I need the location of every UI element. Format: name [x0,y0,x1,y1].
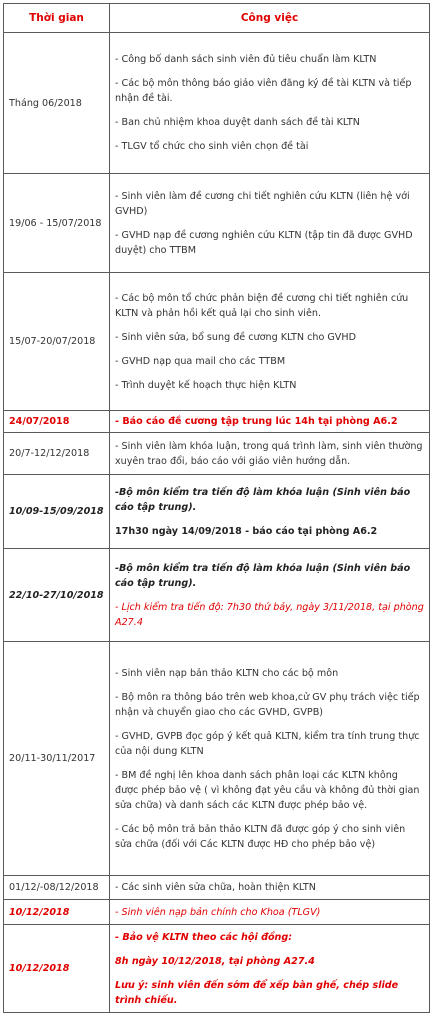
work-item: - Các bộ môn trả bản thảo KLTN đã được góp ý cho sinh viên sửa chữa (đối với Các KLTN được HĐ cho phép bảo vệ) [115,823,406,850]
work-item: - TLGV tổ chức cho sinh viên chọn đề tài [115,141,309,152]
table-row [4,549,430,642]
row-work [110,433,430,475]
row-work [110,900,430,925]
row-time: 22/10-27/10/2018 [4,549,110,642]
work-item: - Báo cáo đề cương tập trung lúc 14h tại phòng A6.2 [115,416,398,427]
row-work [110,475,430,549]
work-item: - Sinh viên sửa, bổ sung đề cương KLTN cho GVHD [115,331,356,343]
header-row [4,4,430,33]
table-row [4,273,430,411]
row-time: 19/06 - 15/07/2018 [4,174,110,273]
table-row [4,174,430,273]
row-time: 10/12/2018 [4,925,110,1013]
table-row [4,411,430,433]
row-work [110,925,430,1013]
row-work [110,642,430,876]
table-row [4,433,430,475]
work-item: - Sinh viên nạp bản chính cho Khoa (TLGV) [115,906,321,918]
work-item: Lưu ý: sinh viên đến sớm để xếp bàn ghế, chép slide trình chiếu. [115,979,399,1006]
table-row [4,876,430,900]
row-time: 10/12/2018 [4,900,110,925]
work-item: - Công bố danh sách sinh viên đủ tiêu chuẩn làm KLTN [115,54,377,65]
row-time: 10/09-15/09/2018 [4,475,110,549]
row-time: Tháng 06/2018 [4,33,110,174]
work-item: - Các sinh viên sửa chữa, hoàn thiện KLTN [115,882,316,893]
work-item: -Bộ môn kiểm tra tiến độ làm khóa luận (Sinh viên báo cáo tập trung). [115,486,411,513]
table-row [4,33,430,174]
table-row [4,475,430,549]
work-item: - GVHD nạp qua mail cho các TTBM [115,355,286,367]
row-work [110,174,430,273]
work-item: - Ban chủ nhiệm khoa duyệt danh sách đề tài KLTN [115,117,360,128]
work-item: - BM đề nghị lên khoa danh sách phân loại các KLTN không được phép bảo vệ ( vì không đạt yêu cầu và không đủ thời gian sửa chữa) và danh sách các KLTN được phép bảo vệ. [115,769,420,811]
work-item: - Trình duyệt kế hoạch thực hiện KLTN [115,379,297,391]
table-row [4,900,430,925]
table-row [4,925,430,1013]
work-item: 17h30 ngày 14/09/2018 - báo cáo tại phòng A6.2 [115,525,378,537]
row-work [110,273,430,411]
row-work [110,411,430,433]
work-item: - Sinh viên nạp bản thảo KLTN cho các bộ môn [115,667,339,679]
work-item: - GVHD nạp đề cương nghiên cứu KLTN (tập tin đã được GVHD duyệt) cho TTBM [115,229,413,256]
table-row [4,642,430,876]
row-work [110,549,430,642]
work-item: - Sinh viên làm khóa luận, trong quá trình làm, sinh viên thường xuyên trao đổi, báo cáo với giáo viên hướng dẫn. [115,440,423,467]
work-item: - Lịch kiểm tra tiến độ: 7h30 thứ bảy, ngày 3/11/2018, tại phòng A27.4 [115,601,424,628]
schedule-table [3,3,430,1013]
work-item: - Các bộ môn thông báo giáo viên đăng ký đề tài KLTN và tiếp nhận đề tài. [115,78,412,104]
header-time: Thời gian [4,4,110,33]
header-work: Công việc [110,4,430,33]
row-work [110,876,430,900]
row-time: 15/07-20/07/2018 [4,273,110,411]
row-time: 01/12/-08/12/2018 [4,876,110,900]
work-item: - Bộ môn ra thông báo trên web khoa,cử GV phụ trách việc tiếp nhận và chuyển giao cho các GVHD, GVPB) [115,691,420,718]
work-item: - Các bộ môn tổ chức phản biện đề cương chi tiết nghiên cứu KLTN và phản hồi kết quả lại cho sinh viên. [115,292,409,319]
row-work [110,33,430,174]
work-item: - GVHD, GVPB đọc góp ý kết quả KLTN, kiểm tra tính trung thực của nội dung KLTN [115,730,420,757]
row-time: 20/7-12/12/2018 [4,433,110,475]
work-item: -Bộ môn kiểm tra tiến độ làm khóa luận (Sinh viên báo cáo tập trung). [115,562,411,589]
work-item: - Sinh viên làm đề cương chi tiết nghiên cứu KLTN (liên hệ với GVHD) [115,190,410,217]
row-time: 24/07/2018 [4,411,110,433]
work-item: - Bảo vệ KLTN theo các hội đồng: [115,931,293,943]
work-item: 8h ngày 10/12/2018, tại phòng A27.4 [115,955,315,967]
row-time: 20/11-30/11/2017 [4,642,110,876]
